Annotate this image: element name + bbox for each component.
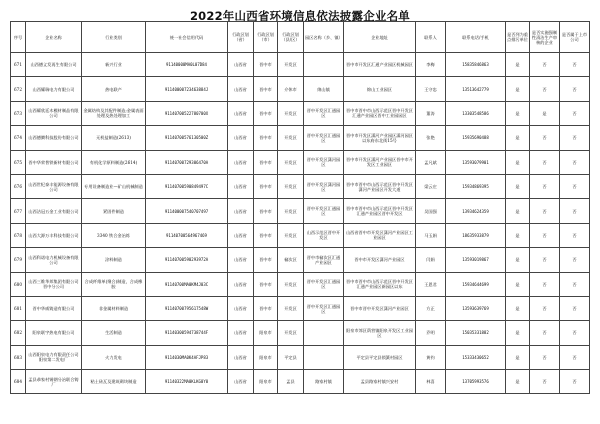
row-number-cell: 675 [11, 150, 26, 174]
province-cell: 山西省 [228, 296, 254, 320]
key-polluter-flag-cell: 是 [506, 174, 530, 198]
key-polluter-flag-cell: 是 [506, 150, 530, 174]
table-row [11, 345, 590, 369]
industry-category-cell: 专用设备制造业—矿山机械制造 [82, 174, 146, 198]
company-name-cell: 山西三维华邦集团有限公司晋中分公司 [26, 272, 82, 296]
address-cell: 阳泉市郊区荫营镇阳泉开发区工业园区 [344, 321, 416, 345]
industry-category-cell: 热电联产 [82, 77, 146, 101]
contact-person-cell: 吴国强 [416, 199, 446, 223]
clean-production-flag-cell: 否 [530, 174, 560, 198]
table-row [11, 150, 590, 174]
company-name-cell: 山西德义发再生有限公司 [26, 53, 82, 77]
clean-production-flag-cell: 否 [530, 77, 560, 101]
contact-person-cell: 董涛 [416, 101, 446, 125]
phone-cell: 13303548586 [446, 101, 506, 125]
contact-person-cell: 方正 [416, 296, 446, 320]
city-cell: 晋中市 [254, 296, 278, 320]
key-polluter-flag-cell: 是 [506, 77, 530, 101]
key-polluter-flag-cell: 是 [506, 199, 530, 223]
park-name-cell: 晋中开发区汇通园区 [304, 272, 344, 296]
park-name-cell: 晋中开发区潇河园区 [304, 150, 344, 174]
key-polluter-flag-cell: 是 [506, 345, 530, 369]
province-cell: 山西省 [228, 101, 254, 125]
park-name-cell: 晋中开发区汇通园区 [304, 296, 344, 320]
park-name-cell [304, 53, 344, 77]
credit-code-cell: 9114030MA0K4AFJP83 [146, 345, 228, 369]
company-name-cell: 山西耀瑞电力有限公司 [26, 77, 82, 101]
industry-category-cell: 金属结构及其配件制造;金属表面处理及热处理加工 [82, 101, 146, 125]
key-polluter-flag-cell: 是 [506, 101, 530, 125]
table-row [11, 174, 590, 198]
address-cell: 平定县平定县锁簧村园区 [344, 345, 416, 369]
header-cell: 序号 [11, 22, 26, 53]
credit-code-cell: 91140700795617548W [146, 296, 228, 320]
clean-production-flag-cell: 否 [530, 53, 560, 77]
county-cell: 开发区 [278, 53, 304, 77]
industry-category-cell: 3340 铁合金冶炼 [82, 223, 146, 247]
company-name-cell: 孟县恭家村锡钢分冶联合铸厂 [26, 370, 82, 394]
city-cell: 晋中市 [254, 53, 278, 77]
key-polluter-flag-cell: 是 [506, 321, 530, 345]
clean-production-flag-cell: 否 [530, 321, 560, 345]
city-cell: 晋中市 [254, 174, 278, 198]
table-body [11, 53, 590, 394]
header-cell: 是否实施强制性清洁生产审核的企业 [530, 22, 560, 53]
phone-cell: 15835846863 [446, 53, 506, 77]
county-cell: 开发区 [278, 126, 304, 150]
row-number-cell: 681 [11, 296, 26, 320]
header-cell: 行政区划（省） [228, 22, 254, 53]
listed-company-flag-cell: 否 [560, 150, 590, 174]
header-cell: 行政区划（市） [254, 22, 278, 53]
credit-code-cell: 91140700564967469 [146, 223, 228, 247]
table-row [11, 199, 590, 223]
key-polluter-flag-cell: 是 [506, 296, 530, 320]
clean-production-flag-cell: 是 [530, 101, 560, 125]
city-cell: 晋中市 [254, 223, 278, 247]
clean-production-flag-cell: 否 [530, 345, 560, 369]
city-cell: 阳泉市 [254, 321, 278, 345]
park-name-cell: 晋中开发区潇河园区 [304, 174, 344, 198]
address-cell: 晋中市开发区潇河产业园区 [344, 248, 416, 272]
address-cell: 晋中市开发区汇通产业园区机械园区 [344, 53, 416, 77]
key-polluter-flag-cell: 是 [506, 126, 530, 150]
contact-person-cell: 乔明 [416, 321, 446, 345]
header-cell: 行业类别 [82, 22, 146, 53]
park-name-cell: 晋中开发区汇通园区 [304, 199, 344, 223]
table-row [11, 77, 590, 101]
clean-production-flag-cell: 否 [530, 126, 560, 150]
county-cell: 开发区 [278, 223, 304, 247]
phone-cell: 15935690488 [446, 126, 506, 150]
table-row [11, 272, 590, 296]
listed-company-flag-cell: 否 [560, 174, 590, 198]
park-name-cell: 山西示范区晋中开发区 [304, 223, 344, 247]
county-cell: 开发区 [278, 150, 304, 174]
header-cell: 联系人 [416, 22, 446, 53]
county-cell: 开发区 [278, 272, 304, 296]
park-name-cell: 绵山镇 [304, 77, 344, 101]
company-name-cell: 山西阳泉电力有限责任公司阳泉第二发电厂 [26, 345, 82, 369]
contact-person-cell: 林喜 [416, 370, 446, 394]
listed-company-flag-cell: 否 [560, 126, 590, 150]
clean-production-flag-cell: 否 [530, 199, 560, 223]
key-polluter-flag-cell: 是 [506, 248, 530, 272]
listed-company-flag-cell: 否 [560, 199, 590, 223]
clean-production-flag-cell: 否 [530, 223, 560, 247]
industry-category-cell: 火力发电 [82, 345, 146, 369]
contact-person-cell: 李梅 [416, 53, 446, 77]
company-name-cell: 晋中华荣普铁新材有限公司 [26, 150, 82, 174]
listed-company-flag-cell: 否 [560, 296, 590, 320]
clean-production-flag-cell: 否 [530, 296, 560, 320]
header-cell: 企业地址 [344, 22, 416, 53]
table-row [11, 296, 590, 320]
city-cell: 阳泉市 [254, 370, 278, 394]
phone-cell: 13934624359 [446, 199, 506, 223]
listed-company-flag-cell: 否 [560, 101, 590, 125]
row-number-cell: 677 [11, 199, 26, 223]
contact-person-cell: 孟凡斌 [416, 150, 446, 174]
address-cell: 山西省晋中市开发区潇河产业园区工业园区 [344, 223, 416, 247]
table-row [11, 321, 590, 345]
company-name-cell: 山西大源万丰科技有限公司 [26, 223, 82, 247]
company-name-cell: 山西科诺电力机械设备有限公司 [26, 248, 82, 272]
listed-company-flag-cell: 否 [560, 272, 590, 296]
city-cell: 晋中市 [254, 126, 278, 150]
county-cell: 平定县 [278, 345, 304, 369]
key-polluter-flag-cell: 是 [506, 370, 530, 394]
company-name-cell: 山西耀欣廷木模材制品有限公司 [26, 101, 82, 125]
credit-code-cell: 91140300594738744F [146, 321, 228, 345]
city-cell: 晋中市 [254, 150, 278, 174]
table-row [11, 53, 590, 77]
county-cell: 介休市 [278, 77, 304, 101]
clean-production-flag-cell: 否 [530, 248, 560, 272]
address-cell: 绵山工业园区 [344, 77, 416, 101]
industry-category-cell: 紧固件制造 [82, 199, 146, 223]
industry-category-cell: 粘土砖瓦及建筑砌块制造 [82, 370, 146, 394]
province-cell: 山西省 [228, 126, 254, 150]
address-cell: 晋中市开发区潇河产业园区晋中市开发区工业园区 [344, 150, 416, 174]
header-cell: 联系电话/手机 [446, 22, 506, 53]
contact-person-cell: 闫娟 [416, 248, 446, 272]
address-cell: 晋中市晋中市山西示范区晋中开发区汇通产业园区晋中工业园园区 [344, 101, 416, 125]
park-name-cell: 晋中市榆次区汇通产业园区 [304, 248, 344, 272]
row-number-cell: 680 [11, 272, 26, 296]
phone-cell: 15333430652 [446, 345, 506, 369]
key-polluter-flag-cell: 是 [506, 53, 530, 77]
table-row [11, 223, 590, 247]
address-cell: 晋中市开发区潇河产业园区潇河园区以东府东北街15号 [344, 126, 416, 150]
contact-person-cell: 马玉娟 [416, 223, 446, 247]
company-name-cell: 山西世纪泰丰能源设备有限公司 [26, 174, 82, 198]
address-cell: 晋中市晋中市山西示范区晋中开发区潇河产业园区开发大道 [344, 174, 416, 198]
company-name-cell: 阳泉联宇热电有限公司 [26, 321, 82, 345]
province-cell: 山西省 [228, 53, 254, 77]
contact-person-cell: 王守忠 [416, 77, 446, 101]
table-header-row [11, 22, 590, 53]
listed-company-flag-cell: 否 [560, 370, 590, 394]
phone-cell: 13513642779 [446, 77, 506, 101]
province-cell: 山西省 [228, 150, 254, 174]
industry-category-cell: 生活制造 [82, 321, 146, 345]
city-cell: 晋中市 [254, 77, 278, 101]
header-cell: 是否属于上市公司 [560, 22, 590, 53]
city-cell: 晋中市 [254, 248, 278, 272]
enterprise-table [10, 21, 590, 394]
credit-code-cell: 91140700522780700X [146, 101, 228, 125]
phone-cell: 13593079901 [446, 150, 506, 174]
clean-production-flag-cell: 否 [530, 272, 560, 296]
document-title: 2022年山西省环境信息依法披露企业名单 [189, 9, 410, 23]
listed-company-flag-cell: 否 [560, 77, 590, 101]
row-number-cell: 679 [11, 248, 26, 272]
row-number-cell: 673 [11, 101, 26, 125]
contact-person-cell: 张艳 [416, 126, 446, 150]
phone-cell: 15934869395 [446, 174, 506, 198]
table-row [11, 126, 590, 150]
city-cell: 晋中市 [254, 199, 278, 223]
listed-company-flag-cell: 否 [560, 53, 590, 77]
table-row [11, 248, 590, 272]
header-cell: 是否列为重点排污单位 [506, 22, 530, 53]
park-name-cell: 晋中开发区汇通园区 [304, 126, 344, 150]
credit-code-cell: 91140700729306470A [146, 150, 228, 174]
company-name-cell: 晋中华威铸造有限公司 [26, 296, 82, 320]
contact-person-cell: 王恩君 [416, 272, 446, 296]
header-cell: 园区名称（乡、镇） [304, 22, 344, 53]
province-cell: 山西省 [228, 321, 254, 345]
phone-cell: 13705993576 [446, 370, 506, 394]
key-polluter-flag-cell: 是 [506, 223, 530, 247]
city-cell: 阳泉市 [254, 345, 278, 369]
industry-category-cell: 无机盐制造(2613) [82, 126, 146, 150]
clean-production-flag-cell: 否 [530, 370, 560, 394]
province-cell: 山西省 [228, 199, 254, 223]
city-cell: 晋中市 [254, 272, 278, 296]
province-cell: 山西省 [228, 370, 254, 394]
county-cell: 开发区 [278, 296, 304, 320]
phone-cell: 15934644699 [446, 272, 506, 296]
listed-company-flag-cell: 否 [560, 248, 590, 272]
credit-code-cell: 91140700576130500Z [146, 126, 228, 150]
county-cell: 开发区 [278, 321, 304, 345]
contact-person-cell: 黄钧 [416, 345, 446, 369]
credit-code-cell: 91140322MA0KLKG0Y0 [146, 370, 228, 394]
province-cell: 山西省 [228, 223, 254, 247]
row-number-cell: 671 [11, 53, 26, 77]
park-name-cell [304, 345, 344, 369]
industry-category-cell: 新兴行业 [82, 53, 146, 77]
listed-company-flag-cell: 否 [560, 321, 590, 345]
county-cell: 开发区 [278, 199, 304, 223]
row-number-cell: 678 [11, 223, 26, 247]
park-name-cell: 路家村镇 [304, 370, 344, 394]
key-polluter-flag-cell: 是 [506, 272, 530, 296]
address-cell: 晋中市晋中市山西示范区晋中开发区汇通产业园区新园区以东 [344, 272, 416, 296]
park-name-cell: 晋中开发区汇通园区 [304, 101, 344, 125]
row-number-cell: 682 [11, 321, 26, 345]
contact-person-cell: 梁云庄 [416, 174, 446, 198]
phone-cell: 15035331882 [446, 321, 506, 345]
industry-category-cell: 涂料制造 [82, 248, 146, 272]
industry-category-cell: 合成纤维单(聚合)制造，合成橡胶 [82, 272, 146, 296]
credit-code-cell: 91140700590849497C [146, 174, 228, 198]
company-name-cell: 山西洁冠五金工业有限公司 [26, 199, 82, 223]
industry-category-cell: 非金属材料制造 [82, 296, 146, 320]
row-number-cell: 676 [11, 174, 26, 198]
phone-cell: 13593639769 [446, 296, 506, 320]
county-cell: 榆次区 [278, 248, 304, 272]
table-row [11, 101, 590, 125]
row-number-cell: 674 [11, 126, 26, 150]
listed-company-flag-cell: 否 [560, 345, 590, 369]
province-cell: 山西省 [228, 345, 254, 369]
header-cell: 行政区划（县/区） [278, 22, 304, 53]
park-name-cell [304, 321, 344, 345]
address-cell: 晋中市晋中市山西示范区晋中开发区汇通产业园区晋中开发区 [344, 199, 416, 223]
phone-cell: 13593019867 [446, 248, 506, 272]
row-number-cell: 672 [11, 77, 26, 101]
province-cell: 山西省 [228, 272, 254, 296]
address-cell: 晋中市晋中开发区潇河产业园区 [344, 296, 416, 320]
province-cell: 山西省 [228, 174, 254, 198]
county-cell: 开发区 [278, 101, 304, 125]
county-cell: 开发区 [278, 174, 304, 198]
province-cell: 山西省 [228, 77, 254, 101]
header-cell: 企业名称 [26, 22, 82, 53]
city-cell: 晋中市 [254, 101, 278, 125]
industry-category-cell: 有机化学原料制造(2614) [82, 150, 146, 174]
clean-production-flag-cell: 否 [530, 150, 560, 174]
table-row [11, 370, 590, 394]
header-cell: 统一社会信用代码 [146, 22, 228, 53]
credit-code-cell: 91140700590293972A [146, 248, 228, 272]
county-cell: 孟县 [278, 370, 304, 394]
row-number-cell: 683 [11, 345, 26, 369]
credit-code-cell: 91140700MA0KM4J03C [146, 272, 228, 296]
phone-cell: 18635933879 [446, 223, 506, 247]
listed-company-flag-cell: 否 [560, 223, 590, 247]
province-cell: 山西省 [228, 248, 254, 272]
credit-code-cell: 911400007540707497 [146, 199, 228, 223]
address-cell: 孟县路家村镇兴安村 [344, 370, 416, 394]
credit-code-cell: 91140000MA0L07D84 [146, 53, 228, 77]
row-number-cell: 684 [11, 370, 26, 394]
credit-code-cell: 91140000723463884J [146, 77, 228, 101]
company-name-cell: 山西德腾科技股份有限公司 [26, 126, 82, 150]
